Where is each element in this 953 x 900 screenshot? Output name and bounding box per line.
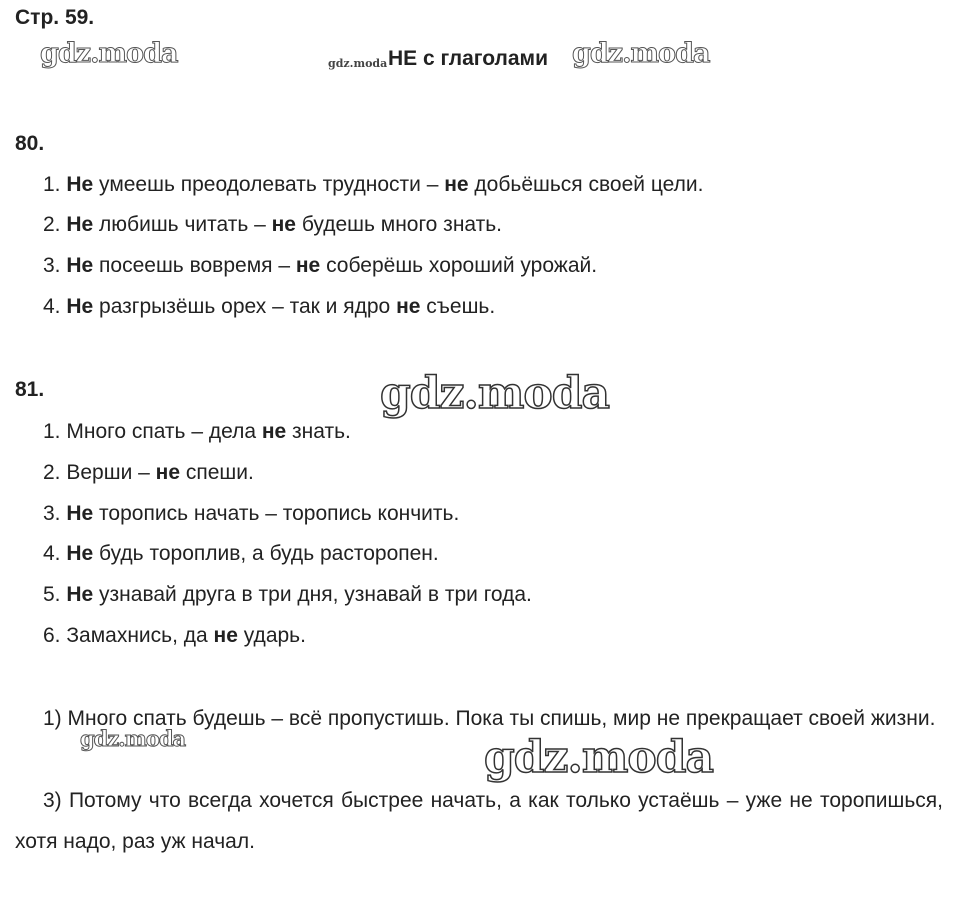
watermark-logo: gdz.moda	[484, 732, 714, 783]
watermark-logo: gdz.moda	[40, 38, 178, 69]
list-item: 1. Не умеешь преодолевать трудности – не добьёшься своей цели.	[43, 173, 704, 196]
watermark-logo: gdz.moda	[380, 368, 610, 419]
page-reference: Стр. 59.	[15, 6, 95, 29]
list-item: 1. Много спать – дела не знать.	[43, 420, 351, 443]
exercise-number: 81.	[15, 378, 45, 401]
topic-title: НЕ с глаголами	[388, 47, 549, 70]
watermark-logo: gdz.moda	[572, 38, 710, 69]
exercise-number: 80.	[15, 132, 45, 155]
watermark-logo: gdz.moda	[80, 726, 186, 751]
explanation-paragraph: 3) Потому что всегда хочется быстрее начать, а как только устаёшь – уже не торопишься, хотя надо, раз уж начал.	[15, 789, 943, 853]
list-item: 6. Замахнись, да не ударь.	[43, 624, 306, 647]
list-item: 4. Не разгрызёшь орех – так и ядро не съешь.	[43, 295, 496, 318]
list-item: 5. Не узнавай друга в три дня, узнавай в три года.	[43, 583, 532, 606]
list-item: 3. Не торопись начать – торопись кончить.	[43, 502, 460, 525]
list-item: 2. Верши – не спеши.	[43, 461, 254, 484]
list-item: 4. Не будь тороплив, а будь расторопен.	[43, 542, 439, 565]
explanation-paragraph: 1) Много спать будешь – всё пропустишь. Пока ты спишь, мир не прекращает своей жизни.	[43, 707, 936, 730]
list-item: 3. Не посеешь вовремя – не соберёшь хороший урожай.	[43, 254, 598, 277]
list-item: 2. Не любишь читать – не будешь много знать.	[43, 213, 503, 236]
watermark-logo: gdz.moda	[328, 57, 388, 70]
